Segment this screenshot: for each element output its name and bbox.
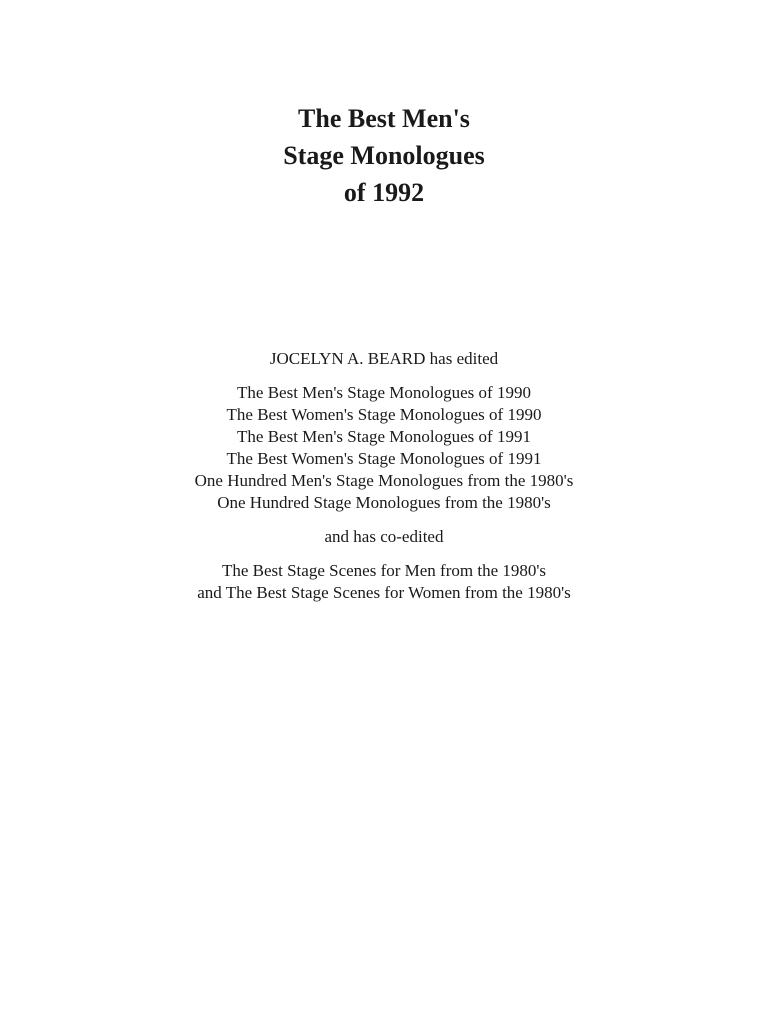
edited-title-item: The Best Men's Stage Monologues of 1990 <box>237 383 531 402</box>
edited-title-item: The Best Women's Stage Monologues of 1991 <box>226 449 542 468</box>
editor-intro: JOCELYN A. BEARD has edited <box>269 349 499 368</box>
spacer <box>0 514 768 526</box>
spacer <box>0 370 768 382</box>
title-line-2: Stage Monologues <box>283 141 485 170</box>
edited-title-item: The Best Women's Stage Monologues of 1990 <box>226 405 542 424</box>
coedited-title-item: and The Best Stage Scenes for Women from the 1980's <box>197 583 571 602</box>
edited-title-item: One Hundred Stage Monologues from the 1980's <box>217 493 551 512</box>
title-line-3: of 1992 <box>343 178 425 207</box>
book-title <box>0 100 768 211</box>
coedited-title-item: The Best Stage Scenes for Men from the 1980's <box>221 561 547 580</box>
edited-title-item: The Best Men's Stage Monologues of 1991 <box>237 427 531 446</box>
editor-credits <box>0 348 768 604</box>
spacer <box>0 548 768 560</box>
edited-titles-list <box>0 382 768 514</box>
title-line-1: The Best Men's <box>298 104 470 133</box>
coedited-titles-list <box>0 560 768 604</box>
coedited-intro: and has co-edited <box>324 527 444 546</box>
edited-title-item: One Hundred Men's Stage Monologues from the 1980's <box>194 471 574 490</box>
